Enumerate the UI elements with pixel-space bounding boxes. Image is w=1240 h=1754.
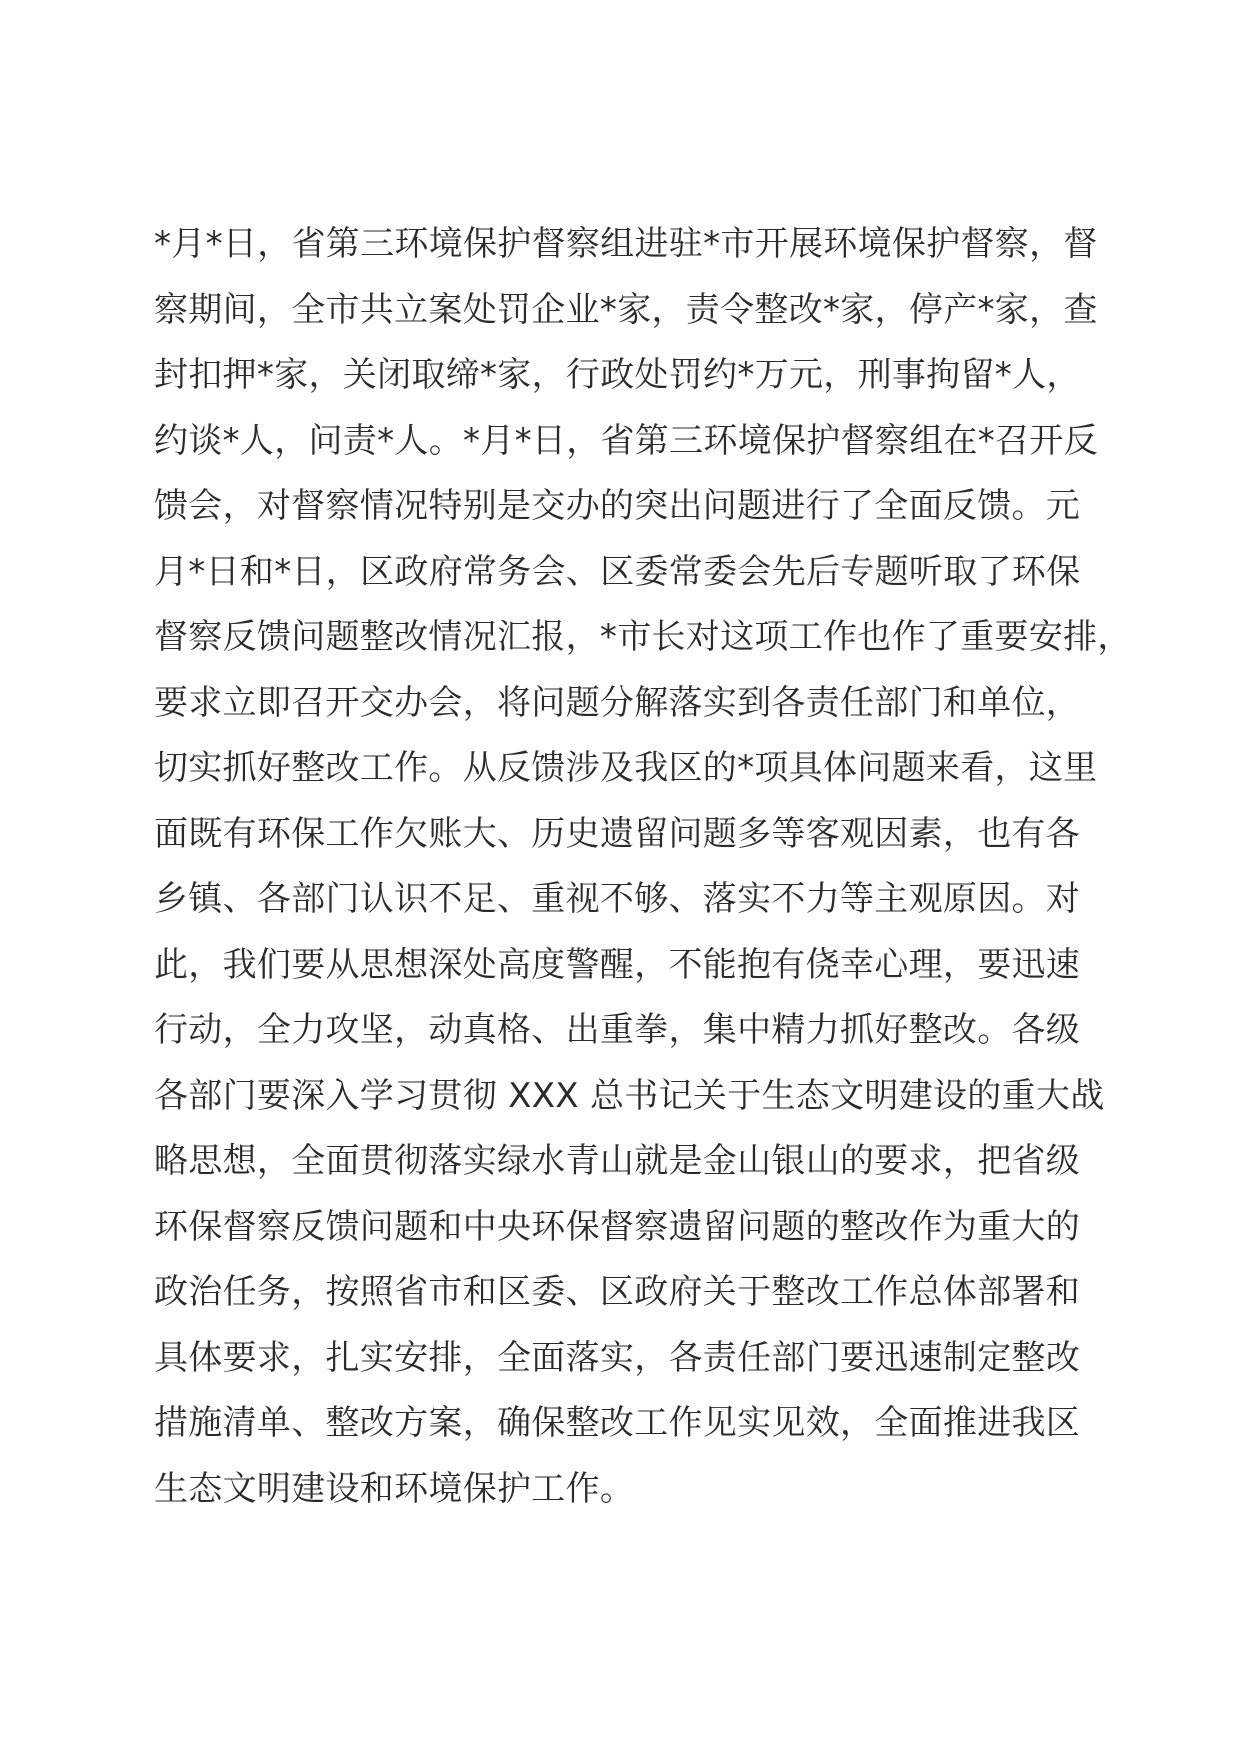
paragraph-line-17: 政治任务，按照省市和区委、区政府关于整改工作总体部署和 [154,1272,1081,1312]
paragraph-line-11: 乡镇、各部门认识不足、重视不够、落实不力等主观原因。对 [154,879,1081,919]
paragraph-line-4: 约谈*人，问责*人。*月*日，省第三环境保护督察组在*召开反 [154,420,1098,461]
paragraph-line-18: 具体要求，扎实安排，全面落实，各责任部门要迅速制定整改 [154,1337,1081,1378]
paragraph-line-20: 生态文明建设和环境保护工作。 [154,1468,635,1509]
paragraph-line-6: 月*日和*日，区政府常务会、区委常委会先后专题听取了环保 [154,551,1081,592]
paragraph-line-19: 措施清单、整改方案，确保整改工作见实见效，全面推进我区 [154,1403,1081,1443]
paragraph-line-8: 要求立即召开交办会，将问题分解落实到各责任部门和单位， [154,682,1081,723]
paragraph-line-13: 行动，全力攻坚，动真格、出重拳，集中精力抓好整改。各级 [154,1010,1081,1050]
paragraph-line-12: 此，我们要从思想深处高度警醒，不能抱有侥幸心理，要迅速 [154,944,1081,985]
paragraph-line-14: 各部门要深入学习贯彻 XXX 总书记关于生态文明建设的重大战 [154,1075,1105,1116]
body-paragraph [154,212,1154,1522]
paragraph-line-1: *月*日，省第三环境保护督察组进驻*市开展环境保护督察，督 [154,224,1098,264]
paragraph-line-9: 切实抓好整改工作。从反馈涉及我区的*项具体问题来看，这里 [154,748,1098,788]
paragraph-line-2: 察期间，全市共立案处罚企业*家，责令整改*家，停产*家，查 [154,289,1098,330]
paragraph-line-7: 督察反馈问题整改情况汇报，*市长对这项工作也作了重要安排， [154,617,1132,657]
paragraph-line-15: 略思想，全面贯彻落实绿水青山就是金山银山的要求，把省级 [154,1141,1081,1181]
paragraph-line-10: 面既有环保工作欠账大、历史遗留问题多等客观因素，也有各 [154,813,1081,854]
paragraph-line-16: 环保督察反馈问题和中央环保督察遗留问题的整改作为重大的 [154,1206,1081,1247]
paragraph-line-3: 封扣押*家，关闭取缔*家，行政处罚约*万元，刑事拘留*人， [154,355,1081,395]
paragraph-line-5: 馈会，对督察情况特别是交办的突出问题进行了全面反馈。元 [154,486,1081,526]
